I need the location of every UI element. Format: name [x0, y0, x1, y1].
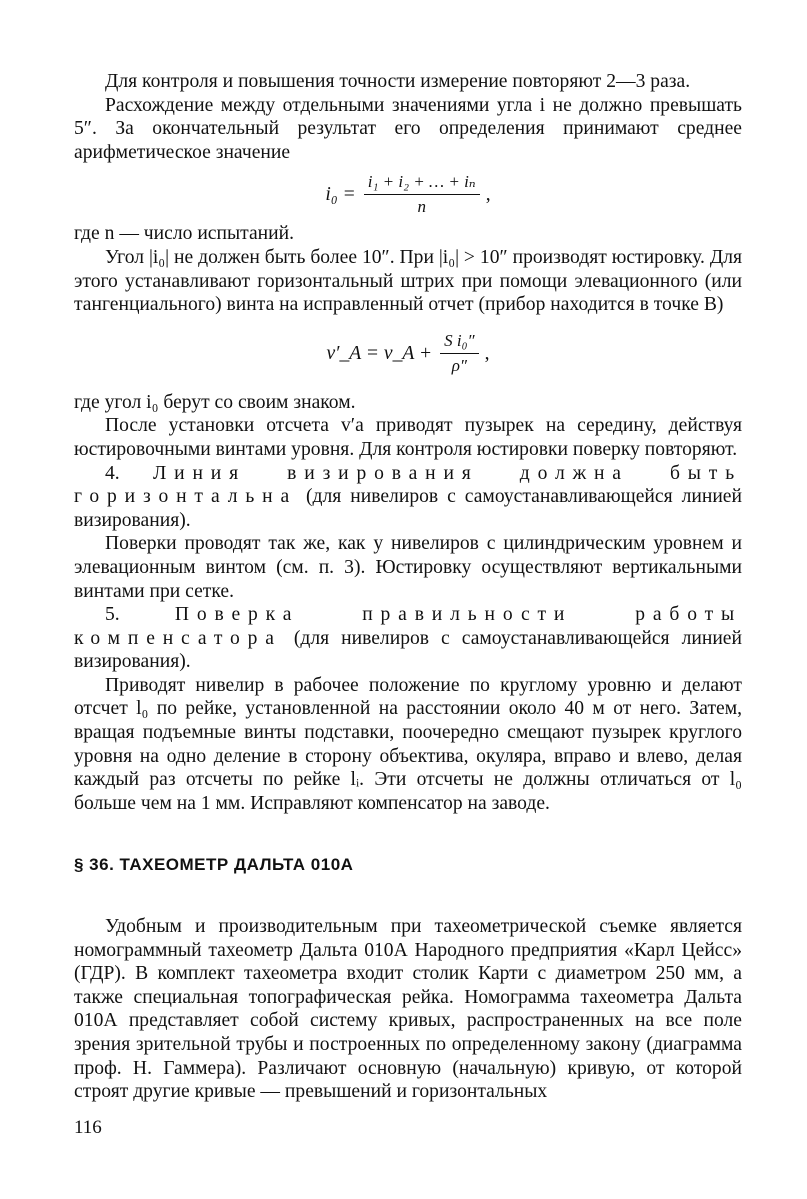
page-content — [74, 70, 742, 1104]
formula-mean-angle — [74, 168, 742, 220]
item-text: (для нивелиров с самоустанавливающейся линией визирования). — [74, 486, 742, 531]
formula-lhs: v′_A = v_A + — [326, 342, 433, 364]
formula-numerator: i₁ + i₂ + … + iₙ — [364, 172, 480, 195]
formula-tail: , — [484, 342, 490, 364]
item-number: 4. — [105, 462, 120, 484]
page-number: 116 — [74, 1117, 102, 1138]
item-number: 5. — [105, 604, 120, 626]
formula-fraction — [364, 172, 480, 217]
paragraph: где угол i₀ берут со своим знаком. — [74, 391, 356, 413]
paragraph: Для контроля и повышения точности измерение повторяют 2—3 раза. — [105, 71, 691, 92]
formula-tail: , — [485, 183, 491, 205]
paragraph: Поверки проводят так же, как у нивелиров с цилиндрическим уровнем и элевационным винтом (см. п. 3). Юстировку осуществляют вертикальными винтами при сетке. — [74, 533, 742, 602]
formula-corrected-reading — [74, 319, 742, 389]
section-heading: § 36. ТАХЕОМЕТР ДАЛЬТА 010А — [74, 855, 354, 875]
check-item-4 — [74, 462, 742, 533]
formula-numerator: S i₀″ — [440, 331, 478, 354]
item-spaced-title: Поверка правильности работы компенсатора — [74, 604, 742, 649]
paragraph: Угол |i₀| не должен быть более 10″. При |i₀| > 10″ производят юстировку. Для этого устанавливают горизонтальный штрих при помощи элевационного (или тангенциального) винта на исправленный отчет (прибор находится в точке B) — [74, 246, 742, 316]
formula-lhs: i₀ = — [325, 183, 356, 205]
paragraph: После установки отсчета v′a приводят пузырек на середину, действуя юстировочными винтами уровня. Для контроля юстировки поверку повторяют. — [74, 415, 742, 460]
paragraph: Расхождение между отдельными значениями угла i не должно превышать 5″. За окончательный результат его определения принимают среднее арифметическое значение — [74, 94, 742, 163]
item-text: (для нивелиров с самоустанавливающейся линией визирования). — [74, 627, 742, 673]
paragraph: где n — число испытаний. — [74, 223, 295, 245]
formula-denominator: ρ″ — [451, 356, 467, 376]
check-item-5 — [74, 603, 742, 674]
paragraph: Удобным и производительным при тахеометрической съемке является номограммный тахеометр Дальта 010А Народного предприятия «Карл Цейсс» (ГДР). В комплект тахеометра входит столик Карти с диаметром 250 мм, а также специальная топографическая рейка. Номограмма тахеометра Дальта 010А представляет собой систему кривых, распространенных на все поле зрения зрительной трубы и построенных по определенному закону (диаграмма проф. Н. Гаммера). Различают основную (начальную) кривую, от которой строят другие кривые — превышений и горизонтальных — [74, 916, 742, 1103]
item-spaced-title: Линия визирования должна быть горизонтальна — [74, 462, 742, 508]
paragraph: Приводят нивелир в рабочее положение по круглому уровню и делают отсчет l₀ по рейке, установленной на расстоянии около 40 м от него. Затем, вращая подъемные винты подставки, поочередно смещают пузырек круглого уровня на одно деление в сторону объектива, окуляра, вправо и влево, делая каждый раз отсчеты по рейке lᵢ. Эти отсчеты не должны отличаться от l₀ больше чем на 1 мм. Исправляют компенсатор на заводе. — [74, 674, 742, 814]
formula-fraction — [440, 331, 478, 376]
formula-denominator: n — [417, 196, 426, 216]
